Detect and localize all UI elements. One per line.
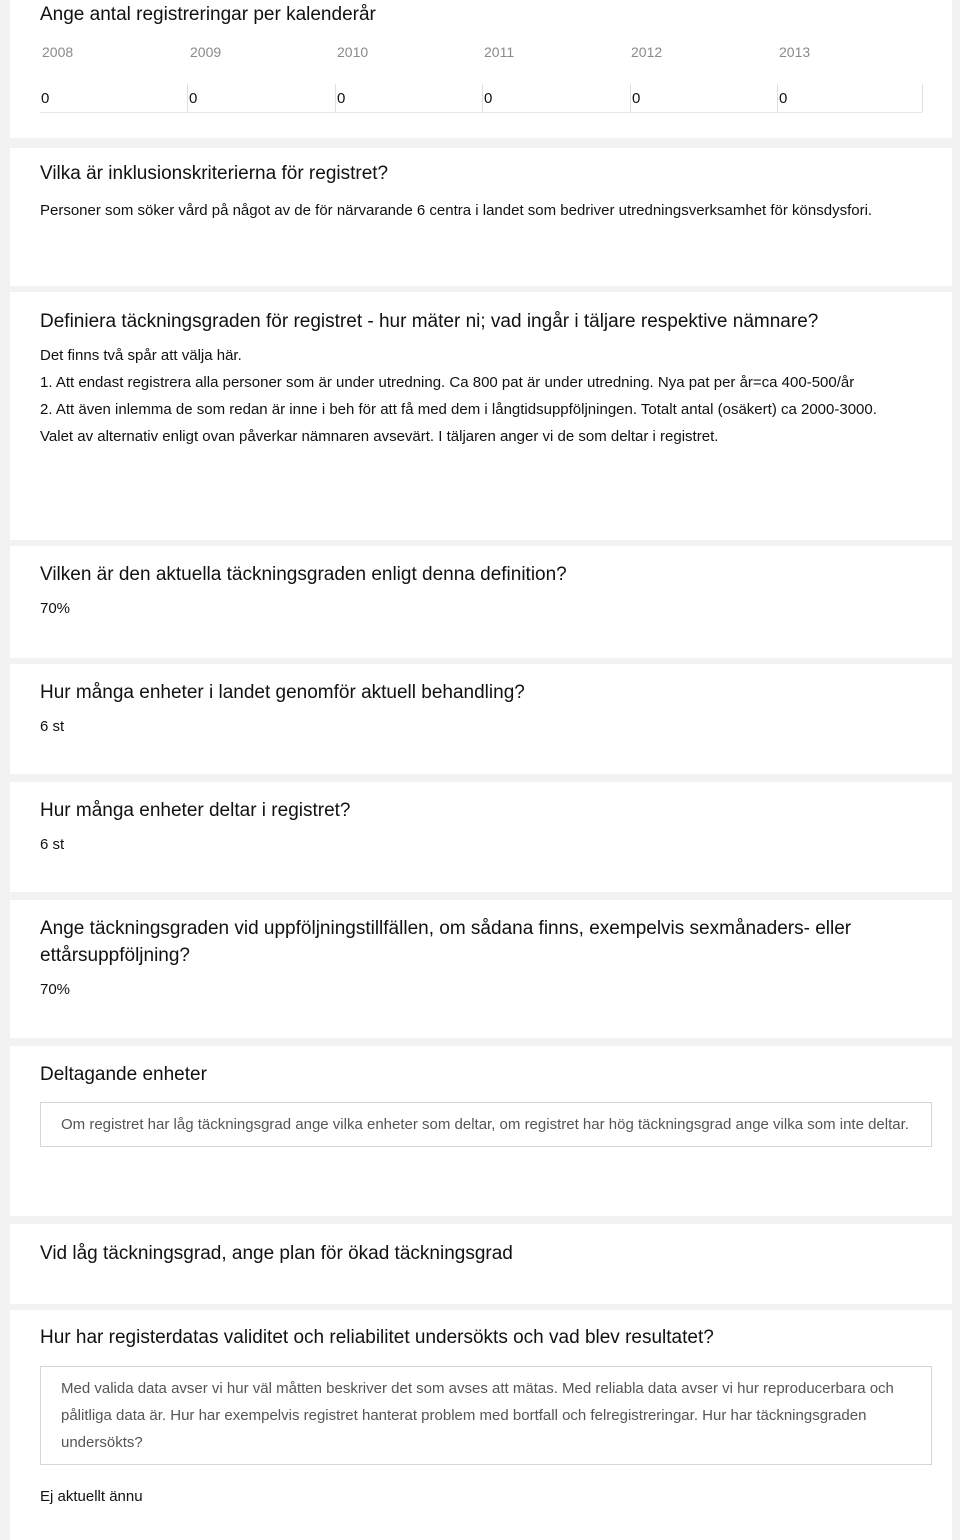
year-value: 0 [189, 90, 198, 107]
low-coverage-plan-section [10, 1224, 952, 1304]
participating-units-question: Deltagande enheter [40, 1064, 207, 1085]
units-total-answer: 6 st [40, 718, 65, 735]
units-total-section [10, 664, 952, 774]
units-participating-section [10, 782, 952, 892]
year-label: 2013 [779, 44, 811, 60]
registrations-question: Ange antal registreringar per kalenderår [40, 4, 376, 25]
inclusion-section [10, 148, 952, 286]
form-page [10, 0, 952, 1540]
year-value: 0 [41, 90, 50, 107]
year-label: 2012 [631, 44, 663, 60]
year-value-cell [336, 84, 483, 112]
year-value-cell [631, 84, 778, 112]
year-label: 2009 [190, 44, 222, 60]
validity-question: Hur har registerdatas validitet och reliabilitet undersökts och vad blev resultatet? [40, 1327, 714, 1348]
coverage-definition-answer [40, 342, 924, 450]
units-total-question: Hur många enheter i landet genomför aktuell behandling? [40, 682, 525, 703]
answer-line: Det finns två spår att välja här. [40, 347, 242, 364]
year-value-cell [778, 84, 923, 112]
year-label: 2008 [42, 44, 74, 60]
answer-line: Valet av alternativ enligt ovan påverkar nämnaren avsevärt. I täljaren anger vi de som deltar i registret. [40, 428, 719, 445]
current-coverage-section [10, 546, 952, 658]
year-header-row [40, 44, 922, 72]
followup-coverage-section [10, 900, 952, 1038]
registrations-section [10, 0, 952, 138]
low-coverage-plan-question: Vid låg täckningsgrad, ange plan för ökad täckningsgrad [40, 1243, 513, 1264]
year-value: 0 [632, 90, 641, 107]
validity-answer: Ej aktuellt ännu [40, 1488, 143, 1505]
coverage-definition-section [10, 292, 952, 540]
coverage-definition-question: Definiera täckningsgraden för registret - hur mäter ni; vad ingår i täljare respektive nämnare? [40, 311, 819, 332]
units-participating-answer: 6 st [40, 836, 65, 853]
year-label: 2010 [337, 44, 369, 60]
answer-line: 1. Att endast registrera alla personer som är under utredning. Ca 800 pat är under utredning. Nya pat per år=ca 400-500/år [40, 374, 855, 391]
followup-coverage-question: Ange täckningsgraden vid uppföljningstillfällen, om sådana finns, exempelvis sexmånaders- eller ettårsuppföljning? [40, 918, 852, 966]
current-coverage-question: Vilken är den aktuella täckningsgraden enligt denna definition? [40, 564, 567, 585]
year-value-cell [40, 84, 188, 112]
inclusion-answer: Personer som söker vård på något av de för närvarande 6 centra i landet som bedriver utredningsverksamhet för könsdysfori. [40, 202, 873, 219]
units-participating-question: Hur många enheter deltar i registret? [40, 800, 351, 821]
year-value-cell [483, 84, 631, 112]
followup-coverage-answer: 70% [40, 981, 71, 998]
inclusion-question: Vilka är inklusionskriterierna för registret? [40, 163, 389, 184]
year-label: 2011 [484, 44, 515, 60]
participating-units-section [10, 1046, 952, 1216]
validity-help: Med valida data avser vi hur väl måtten beskriver det som avses att mätas. Med reliabla data avser vi hur reproducerbara och pålitliga data är. Hur har exempelvis registret hanterat problem med bortfall och felregistreringar. Hur har täckningsgraden undersökts? [40, 1366, 932, 1465]
answer-line: 2. Att även inlemma de som redan är inne i beh för att få med dem i långtidsuppföljningen. Totalt antal (osäkert) ca 2000-3000. [40, 401, 877, 418]
current-coverage-answer: 70% [40, 600, 71, 617]
year-value: 0 [779, 90, 788, 107]
year-value-row [40, 84, 922, 113]
participating-units-help: Om registret har låg täckningsgrad ange vilka enheter som deltar, om registret har hög täckningsgrad ange vilka som inte deltar. [40, 1102, 932, 1147]
year-value: 0 [337, 90, 346, 107]
year-value: 0 [484, 90, 493, 107]
year-value-cell [188, 84, 336, 112]
validity-section [10, 1310, 952, 1540]
